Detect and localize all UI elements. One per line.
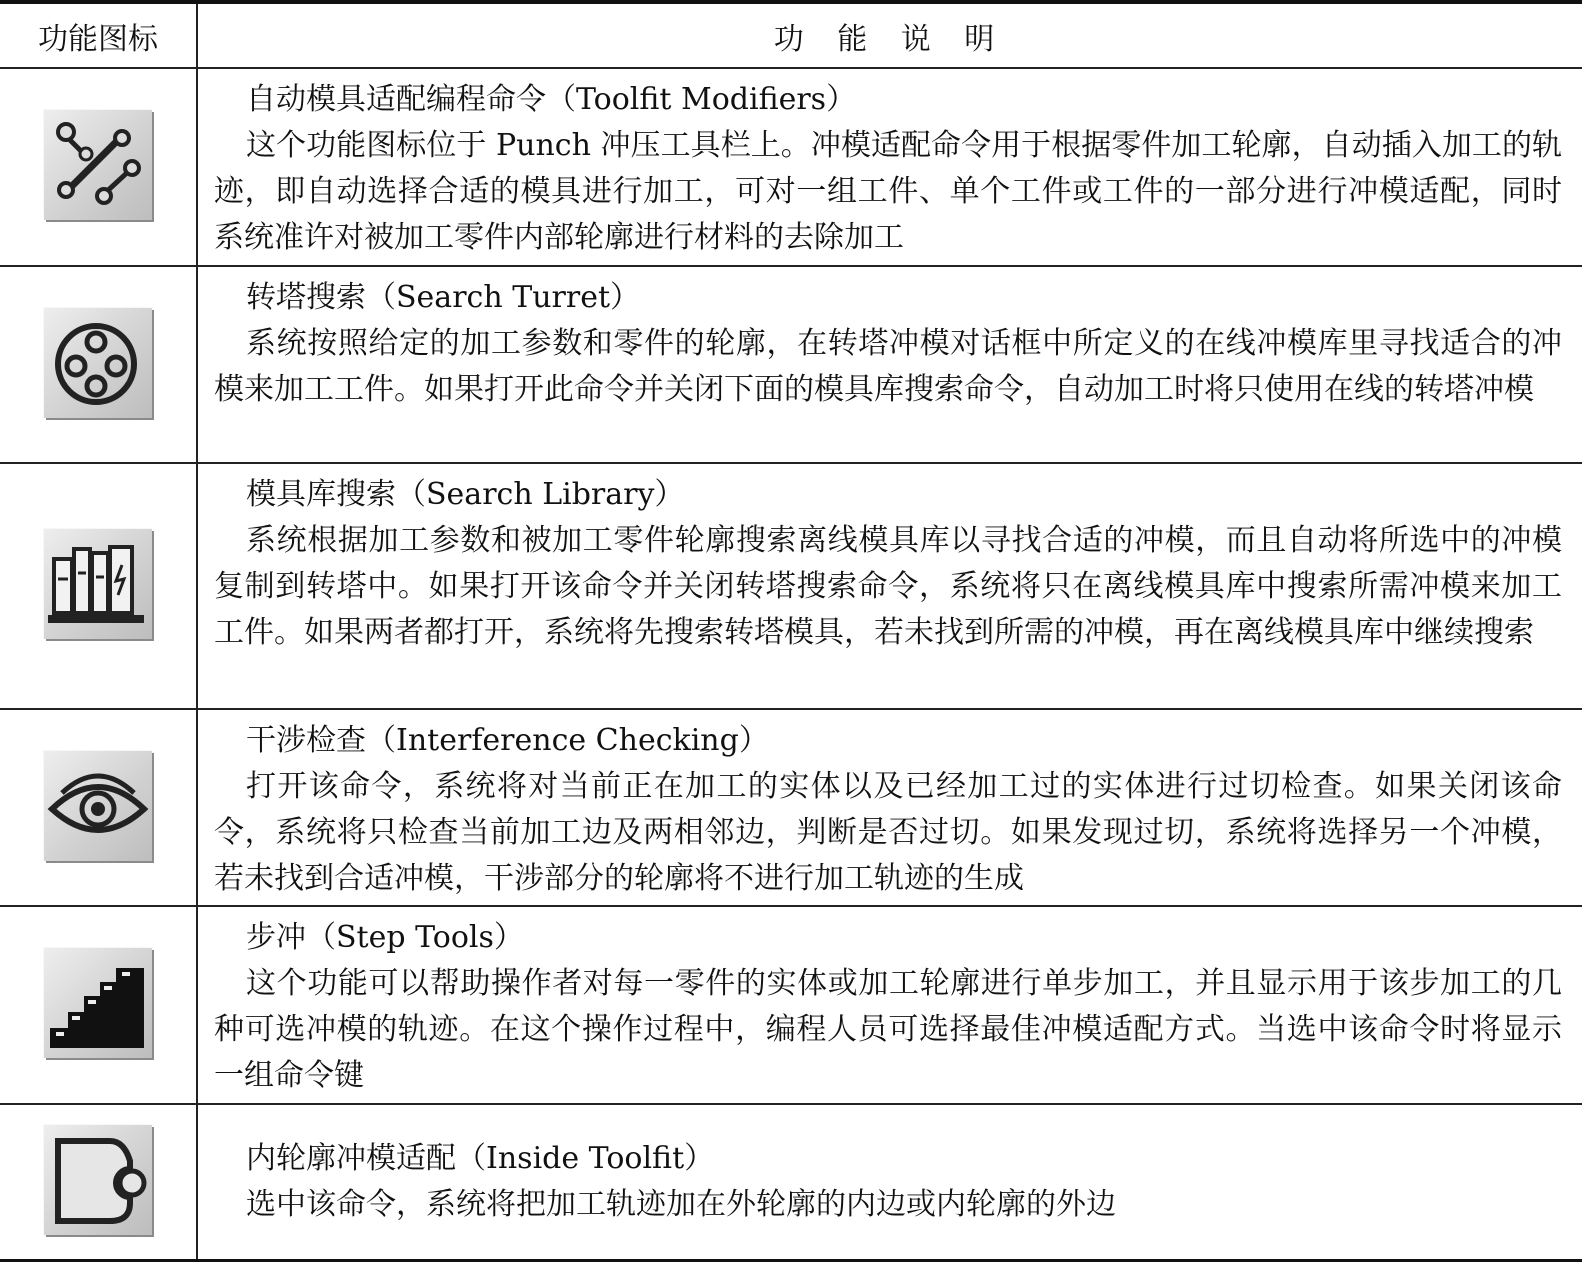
function-description: 打开该命令，系统将对当前正在加工的实体以及已经加工过的实体进行过切检查。如果关闭该命令，系统将只检查当前加工边及两相邻边，判断是否过切。如果发现过切，系统将选择另一个冲模，若未找到合适冲模，干涉部分的轮廓将不进行加工轨迹的生成 <box>214 769 1562 897</box>
description-cell <box>197 1104 1582 1260</box>
step-tools-icon <box>44 948 152 1058</box>
description-cell <box>197 68 1582 266</box>
interference-checking-eye-icon <box>44 751 152 861</box>
table-row <box>0 68 1582 266</box>
function-title: 转塔搜索（Search Turret） <box>246 280 641 316</box>
search-turret-icon <box>44 308 152 418</box>
icon-cell <box>0 463 197 709</box>
icon-cell <box>0 68 197 266</box>
header-description-column: 功 能 说 明 <box>197 2 1582 68</box>
inside-toolfit-icon <box>44 1125 152 1235</box>
function-description: 系统根据加工参数和被加工零件轮廓搜索离线模具库以寻找合适的冲模，而且自动将所选中的冲模复制到转塔中。如果打开该命令并关闭转塔搜索命令，系统将只在离线模具库中搜索所需冲模来加工工件。如果两者都打开，系统将先搜索转塔模具，若未找到所需的冲模，再在离线模具库中继续搜索 <box>214 523 1562 651</box>
function-description: 系统按照给定的加工参数和零件的轮廓，在转塔冲模对话框中所定义的在线冲模库里寻找适合的冲模来加工工件。如果打开此命令并关闭下面的模具库搜索命令，自动加工时将只使用在线的转塔冲模 <box>214 326 1562 408</box>
table-row <box>0 1104 1582 1260</box>
table-row <box>0 906 1582 1104</box>
function-title: 自动模具适配编程命令（Toolfit Modifiers） <box>246 82 857 117</box>
function-title: 步冲（Step Tools） <box>246 920 524 956</box>
search-library-icon <box>44 529 152 639</box>
function-description: 这个功能可以帮助操作者对每一零件的实体或加工轮廓进行单步加工，并且显示用于该步加工的几种可选冲模的轨迹。在这个操作过程中，编程人员可选择最佳冲模适配方式。当选中该命令时将显示一组命令键 <box>214 966 1562 1094</box>
description-cell <box>197 709 1582 906</box>
function-description: 这个功能图标位于 Punch 冲压工具栏上。冲模适配命令用于根据零件加工轮廓，自动插入加工的轨迹，即自动选择合适的模具进行加工，可对一组工件、单个工件或工件的一部分进行冲模适配，同时系统准许对被加工零件内部轮廓进行材料的去除加工 <box>214 128 1562 255</box>
icon-cell <box>0 709 197 906</box>
function-title: 干涉检查（Interference Checking） <box>246 723 769 759</box>
function-title: 模具库搜索（Search Library） <box>246 477 685 513</box>
header-icon-column: 功能图标 <box>0 2 197 68</box>
toolfit-modifiers-icon <box>44 110 152 220</box>
description-cell <box>197 266 1582 463</box>
description-cell <box>197 906 1582 1104</box>
table-row <box>0 463 1582 709</box>
table-row <box>0 266 1582 463</box>
table-row <box>0 709 1582 906</box>
icon-cell <box>0 1104 197 1260</box>
table-header-row <box>0 2 1582 68</box>
function-title: 内轮廓冲模适配（Inside Toolfit） <box>246 1141 715 1177</box>
description-cell <box>197 463 1582 709</box>
function-description: 选中该命令，系统将把加工轨迹加在外轮廓的内边或内轮廓的外边 <box>246 1187 1116 1223</box>
icon-cell <box>0 906 197 1104</box>
icon-cell <box>0 266 197 463</box>
